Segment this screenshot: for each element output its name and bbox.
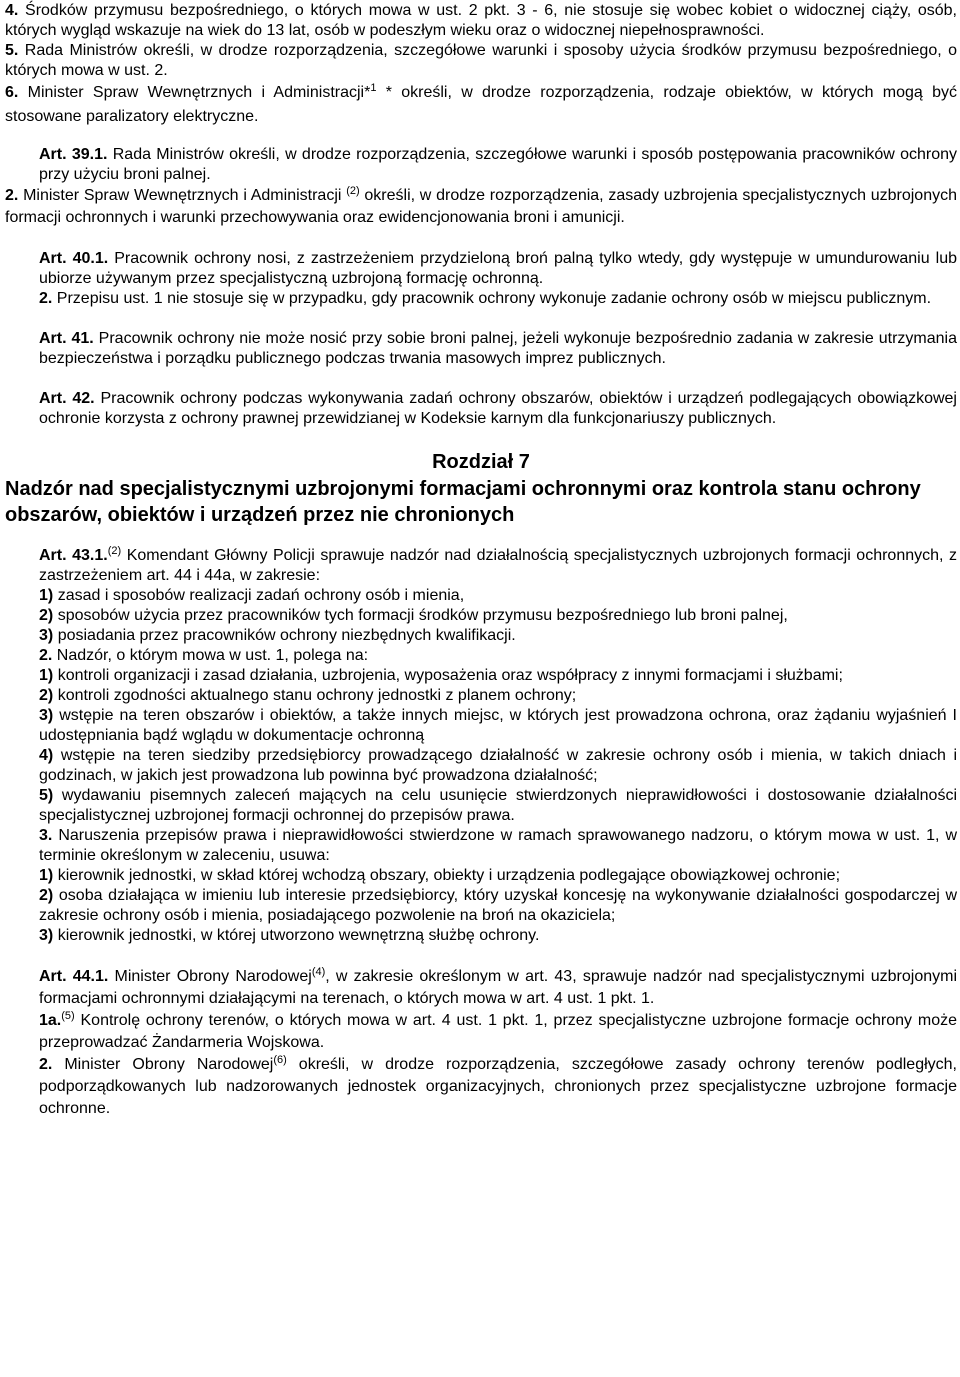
chapter-number: Rozdział 7 xyxy=(432,451,530,473)
footnote-ref: (4) xyxy=(311,966,326,978)
paragraph-4 xyxy=(5,1,957,41)
paragraph-text: Minister Obrony Narodowej xyxy=(52,1056,274,1073)
paragraph-number: 3. xyxy=(39,827,53,844)
list-item xyxy=(5,586,957,606)
paragraph-text: Naruszenia przepisów prawa i nieprawidłowości stwierdzone w ramach sprawowanego nadzoru, o którym mowa w ust. 1, w terminie określonym w zaleceniu, usuwa: xyxy=(39,827,957,864)
list-item-number: 1) xyxy=(39,867,54,884)
paragraph-text: Pracownik ochrony podczas wykonywania zadań ochrony obszarów, obiektów i urządzeń podlegających obowiązkowej ochronie korzysta z ochrony prawnej przewidzianej w Kodeksie karnym dla funkcjonariuszy publicznych. xyxy=(39,390,957,427)
paragraph-text: Kontrolę ochrony terenów, o których mowa w art. 4 ust. 1 pkt. 1, przez specjalistyczne uzbrojone formacje ochrony może przeprowadzać Żandarmeria Wojskowa. xyxy=(39,1012,957,1051)
list-item xyxy=(5,626,957,646)
article-43-list-2 xyxy=(5,666,957,826)
article-39-para-2 xyxy=(5,185,957,229)
article-heading: Art. 44.1. xyxy=(39,968,109,985)
list-item xyxy=(5,866,957,886)
paragraph-text: Rada Ministrów określi, w drodze rozporządzenia, szczegółowe warunki i sposób postępowania pracowników ochrony przy użyciu broni palnej. xyxy=(39,146,958,183)
paragraph-number: 2. xyxy=(39,1056,53,1073)
paragraph-5 xyxy=(5,41,957,81)
paragraph-number: 1a. xyxy=(39,1012,62,1029)
list-item-number: 2) xyxy=(39,887,54,904)
list-item xyxy=(5,886,957,926)
article-43-para-2 xyxy=(5,646,957,666)
article-heading: Art. 40.1. xyxy=(39,250,109,267)
list-item-number: 2) xyxy=(39,607,54,624)
list-item-number: 3) xyxy=(39,627,54,644)
paragraph-text: Minister Spraw Wewnętrznych i Administracji xyxy=(23,187,342,204)
article-44-para-1a xyxy=(5,1010,957,1054)
footnote-ref: (5) xyxy=(61,1010,75,1022)
list-item-text: osoba działająca w imieniu lub interesie przedsiębiorcy, który uzyskał koncesję na wykonywanie działalności gospodarczej w zakresie ochrony osób i mienia, posiadającego pozwolenie na broń na okaziciela; xyxy=(39,887,957,924)
paragraph-number: 5. xyxy=(5,42,19,59)
paragraph-text: Minister Spraw Wewnętrznych i Administracji* xyxy=(27,84,371,101)
paragraph-text: Przepisu ust. 1 nie stosuje się w przypadku, gdy pracownik ochrony wykonuje zadanie ochrony osób w miejscu publicznym. xyxy=(56,290,932,307)
list-item-text: kontroli zgodności aktualnego stanu ochrony jednostki z planem ochrony; xyxy=(57,687,577,704)
list-item-number: 1) xyxy=(39,587,54,604)
article-40 xyxy=(5,249,957,289)
list-item-number: 4) xyxy=(39,747,54,764)
paragraph-text: Komendant Główny Policji sprawuje nadzór nad działalnością specjalistycznych uzbrojonych formacji ochronnych, z zastrzeżeniem art. 44 i 44a, w zakresie: xyxy=(39,547,958,584)
paragraph-text: Pracownik ochrony nosi, z zastrzeżeniem przydzieloną broń palną tylko wtedy, gdy występuje w umundurowaniu lub ubiorze używanym przez specjalistyczną uzbrojoną formację ochronną. xyxy=(39,250,958,287)
article-44-para-2 xyxy=(5,1054,957,1120)
list-item-text: kontroli organizacji i zasad działania, uzbrojenia, wyposażenia oraz współpracy z innymi formacjami i służbami; xyxy=(57,667,843,684)
article-43-para-3 xyxy=(5,826,957,866)
list-item xyxy=(5,606,957,626)
article-42 xyxy=(5,389,957,429)
article-heading: Art. 41. xyxy=(39,330,94,347)
paragraph-text: Środków przymusu bezpośredniego, o których mowa w ust. 2 pkt. 3 - 6, nie stosuje się wobec kobiet o widocznej ciąży, osób, których wygląd wskazuje na wiek do 13 lat, osób w podeszłym wieku oraz o widocznej niepełnosprawności. xyxy=(5,2,958,39)
list-item xyxy=(5,706,957,746)
list-item-number: 3) xyxy=(39,707,54,724)
list-item-text: posiadania przez pracowników ochrony niezbędnych kwalifikacji. xyxy=(57,627,516,644)
list-item xyxy=(5,786,957,826)
paragraph-number: 2. xyxy=(39,647,53,664)
chapter-title: Nadzór nad specjalistycznymi uzbrojonymi formacjami ochronnymi oraz kontrola stanu ochrony obszarów, obiektów i urządzeń przez nie chronionych xyxy=(5,478,921,526)
article-43-list-3 xyxy=(5,866,957,946)
list-item-text: zasad i sposobów realizacji zadań ochrony osób i mienia, xyxy=(57,587,465,604)
list-item-number: 5) xyxy=(39,787,54,804)
paragraph-number: 6. xyxy=(5,84,19,101)
article-39 xyxy=(5,145,957,185)
paragraph-text: * określi, w drodze rozporządzenia, rodzaje obiektów, w których mogą być stosowane paralizatory elektryczne. xyxy=(5,84,957,125)
list-item-number: 2) xyxy=(39,687,54,704)
footnote-ref: (6) xyxy=(273,1054,287,1066)
list-item-text: wydawaniu pisemnych zaleceń mających na celu usunięcie stwierdzonych nieprawidłowości i dostosowanie działalności specjalistycznej uzbrojonej formacji ochronnej do przepisów prawa. xyxy=(39,787,957,824)
article-41 xyxy=(5,329,957,369)
list-item-text: wstępie na teren siedziby przedsiębiorcy prowadzącego działalność w zakresie ochrony osób i mienia, w takich dniach i godzinach, w jakich jest prowadzona lub powinna być prowadzona działalność; xyxy=(39,747,958,784)
list-item xyxy=(5,746,957,786)
paragraph-text: Minister Obrony Narodowej xyxy=(108,968,312,985)
paragraph-number: 2. xyxy=(39,290,53,307)
paragraph-number: 4. xyxy=(5,2,19,19)
article-heading: Art. 39.1. xyxy=(39,146,108,163)
footnote-ref: 1 xyxy=(370,82,377,94)
article-heading: Art. 42. xyxy=(39,390,95,407)
paragraph-text: Nadzór, o którym mowa w ust. 1, polega na: xyxy=(56,647,369,664)
article-40-para-2 xyxy=(5,289,957,309)
list-item xyxy=(5,686,957,706)
list-item-text: wstępie na teren obszarów i obiektów, a także innych miejsc, w których jest prowadzona ochrona, oraz żądaniu wyjaśnień I udostępniania bądź wglądu w dokumentacje ochronną xyxy=(39,707,957,744)
list-item-text: kierownik jednostki, w skład której wchodzą obszary, obiekty i urządzenia podlegające obowiązkowej ochronie; xyxy=(57,867,841,884)
article-43 xyxy=(5,546,957,586)
footnote-ref: (2) xyxy=(346,185,360,197)
paragraph-text: określi, w drodze rozporządzenia, zasady uzbrojenia specjalistycznych uzbrojonych formacji ochronnych i warunki przechowywania oraz ewidencjonowania broni i amunicji. xyxy=(5,187,957,226)
list-item xyxy=(5,926,957,946)
article-43-list-1 xyxy=(5,586,957,646)
footnote-ref: (2) xyxy=(107,545,122,557)
paragraph-text: , w zakresie określonym w art. 43, sprawuje nadzór nad specjalistycznymi uzbrojonymi formacjami ochronnymi działającymi na terenach, o których mowa w art. 4 ust. 1 pkt. 1. xyxy=(39,968,958,1007)
article-44 xyxy=(5,966,957,1010)
paragraph-6 xyxy=(5,81,957,129)
list-item-number: 1) xyxy=(39,667,54,684)
list-item-number: 3) xyxy=(39,927,54,944)
list-item-text: sposobów użycia przez pracowników tych formacji środków przymusu bezpośredniego lub broni palnej, xyxy=(57,607,788,624)
list-item-text: kierownik jednostki, w której utworzono wewnętrzną służbę ochrony. xyxy=(57,927,540,944)
paragraph-text: określi, w drodze rozporządzenia, szczegółowe zasady ochrony terenów podległych, podporządkowanych lub nadzorowanych jednostek organizacyjnych, chronionych przez specjalistyczne uzbrojone formacje ochronne. xyxy=(39,1056,957,1117)
paragraph-number: 2. xyxy=(5,187,19,204)
paragraph-text: Pracownik ochrony nie może nosić przy sobie broni palnej, jeżeli wykonuje bezpośrednio zadania w zakresie utrzymania bezpieczeństwa i porządku publicznego podczas trwania masowych imprez publicznych. xyxy=(39,330,957,367)
article-heading: Art. 43.1. xyxy=(39,547,108,564)
list-item xyxy=(5,666,957,686)
paragraph-text: Rada Ministrów określi, w drodze rozporządzenia, szczegółowe warunki i sposoby użycia środków przymusu bezpośredniego, o których mowa w ust. 2. xyxy=(5,42,957,79)
